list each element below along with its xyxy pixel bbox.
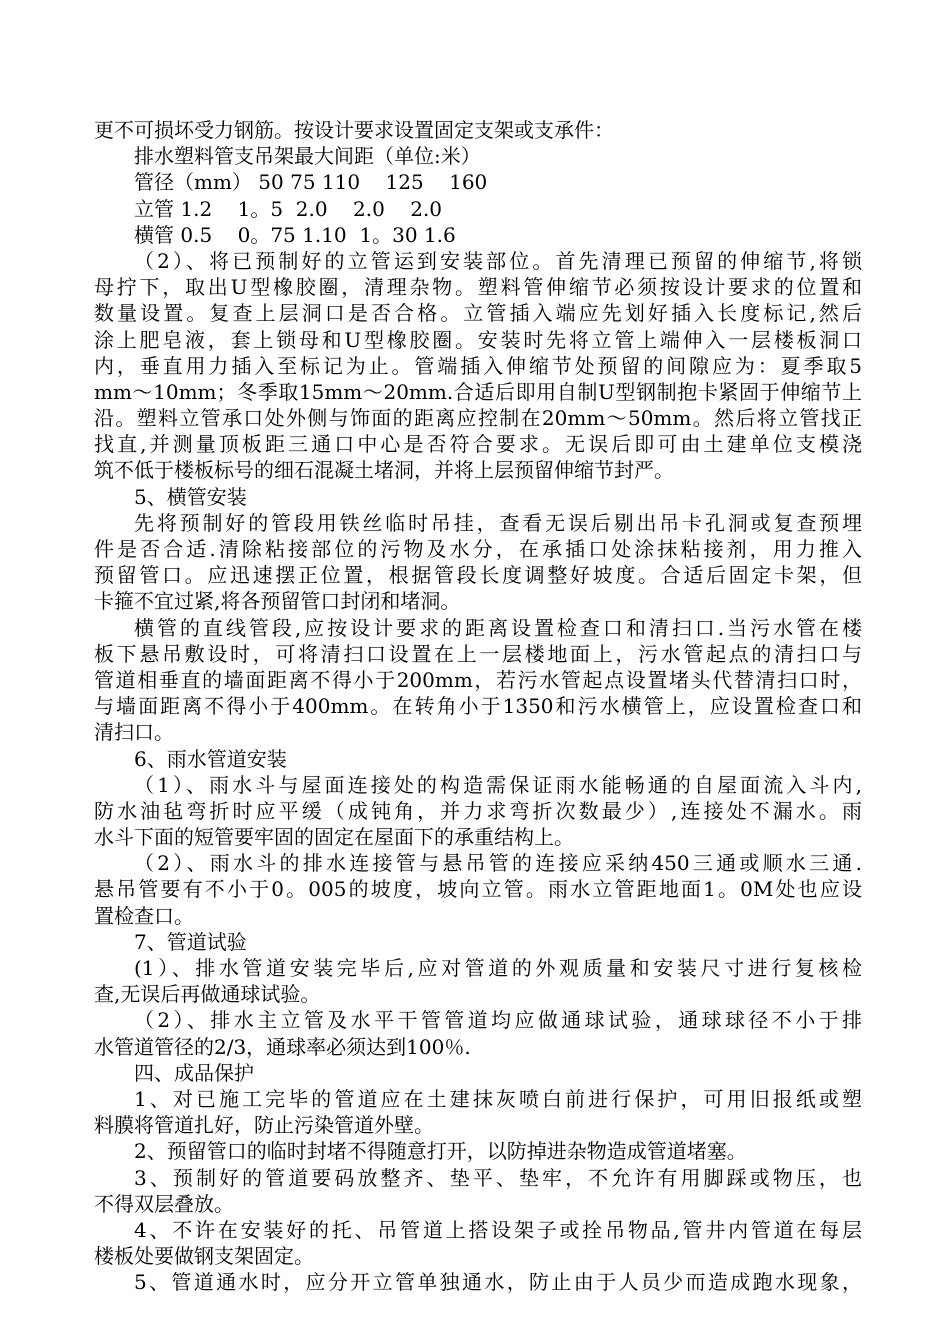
text-line: 板下悬吊敷设时，可将清扫口设置在上一层楼地面上，污水管起点的清扫口与 [94, 641, 862, 666]
text-line: 先将预制好的管段用铁丝临时吊挂，查看无误后剔出吊卡孔洞或复查预埋 [134, 510, 862, 535]
text-line: 与墙面距离不得小于400mm。在转角小于1350和污水横管上，应设置检查口和 [94, 694, 862, 719]
text-line: 楼板处要做钢支架固定。 [94, 1244, 314, 1269]
text-line: 母拧下，取出U型橡胶圈，清理杂物。塑料管伸缩节必须按设计要求的位置和 [94, 275, 862, 300]
text-line: 筑不低于楼板标号的细石混凝土堵洞，并将上层预留伸缩节封严。 [94, 458, 674, 483]
text-line: 不得双层叠放。 [94, 1191, 234, 1216]
text-line: 6、雨水管道安装 [134, 746, 287, 771]
text-line: 2、预留管口的临时封堵不得随意打开，以防掉进杂物造成管道堵塞。 [134, 1139, 747, 1164]
text-line: （1）、雨水斗与屋面连接处的构造需保证雨水能畅通的自屋面流入斗内, [134, 772, 862, 797]
text-line: 更不可损坏受力钢筋。按设计要求设置固定支架或支承件： [94, 118, 614, 142]
text-line: 管道相垂直的墙面距离不得小于200mm，若污水管起点设置堵头代替清扫口时， [94, 667, 862, 692]
text-line: 卡箍不宜过紧,将各预留管口封闭和堵洞。 [94, 589, 461, 614]
text-line: 四、成品保护 [134, 1060, 254, 1085]
text-line: 横管的直线管段,应按设计要求的距离设置检查口和清扫口.当污水管在楼 [134, 615, 862, 640]
text-line: 预留管口。应迅速摆正位置，根据管段长度调整好坡度。合适后固定卡架，但 [94, 563, 862, 588]
text-line: 沿。塑料立管承口处外侧与饰面的距离应控制在20mm～50mm。然后将立管找正 [94, 406, 862, 431]
text-line: 3、预制好的管道要码放整齐、垫平、垫牢，不允许有用脚踩或物压，也 [134, 1165, 862, 1190]
text-line: 4、不许在安装好的托、吊管道上搭设架子或拴吊物品,管井内管道在每层 [134, 1217, 862, 1242]
text-line: 内，垂直用力插入至标记为止。管端插入伸缩节处预留的间隙应为：夏季取5 [94, 353, 862, 378]
text-line: （2）、排水主立管及水平干管管道均应做通球试验，通球球径不小于排 [134, 1008, 862, 1033]
text-line: 7、管道试验 [134, 929, 247, 954]
text-line: mm～10mm；冬季取15mm～20mm.合适后即用自制U型钢制抱卡紧固于伸缩节上 [94, 379, 862, 404]
text-line: 水管道管径的2/3，通球率必须达到100％. [94, 1034, 471, 1059]
text-line: 涂上肥皂液，套上锁母和U型橡胶圈。安装时先将立管上端伸入一层楼板洞口 [94, 327, 862, 352]
text-line: （2）、将已预制好的立管运到安装部位。首先清理已预留的伸缩节,将锁 [134, 248, 862, 273]
text-line: 防水油毡弯折时应平缓（成钝角，并力求弯折次数最少）,连接处不漏水。雨 [94, 798, 862, 823]
text-line: 立管 1.2 1。5 2.0 2.0 2.0 [134, 196, 443, 221]
text-line: 查,无误后再做通球试验。 [94, 982, 321, 1007]
text-line: 排水塑料管支吊架最大间距（单位:米） [134, 144, 481, 169]
text-line: (1）、排水管道安装完毕后,应对管道的外观质量和安装尺寸进行复核检 [134, 956, 862, 980]
text-line: 悬吊管要有不小于0。005的坡度，坡向立管。雨水立管距地面1。0M处也应设 [94, 877, 862, 902]
text-line: 横管 0.5 0。75 1.10 1。30 1.6 [134, 222, 456, 247]
text-line: 水斗下面的短管要牢固的固定在屋面下的承重结构上。 [94, 825, 574, 850]
text-line: 管径（mm） 50 75 110 125 160 [134, 170, 488, 195]
text-line: 数量设置。复查上层洞口是否合格。立管插入端应先划好插入长度标记,然后 [94, 301, 862, 326]
text-line: 5、管道通水时，应分开立管单独通水，防止由于人员少而造成跑水现象， [134, 1270, 862, 1295]
text-line: 1、对已施工完毕的管道应在土建抹灰喷白前进行保护，可用旧报纸或塑 [134, 1086, 862, 1111]
text-line: （2）、雨水斗的排水连接管与悬吊管的连接应采纳450三通或顺水三通. [134, 851, 862, 876]
document-page [94, 117, 862, 1295]
text-line: 料膜将管道扎好，防止污染管道外壁。 [94, 1113, 434, 1138]
text-line: 清扫口。 [94, 720, 174, 745]
text-line: 件是否合适.清除粘接部位的污物及水分，在承插口处涂抹粘接剂，用力推入 [94, 537, 862, 561]
text-line: 5、横管安装 [134, 484, 247, 509]
text-line: 置检查口。 [94, 903, 194, 928]
text-line: 找直,并测量顶板距三通口中心是否符合要求。无误后即可由土建单位支模浇 [94, 432, 862, 457]
